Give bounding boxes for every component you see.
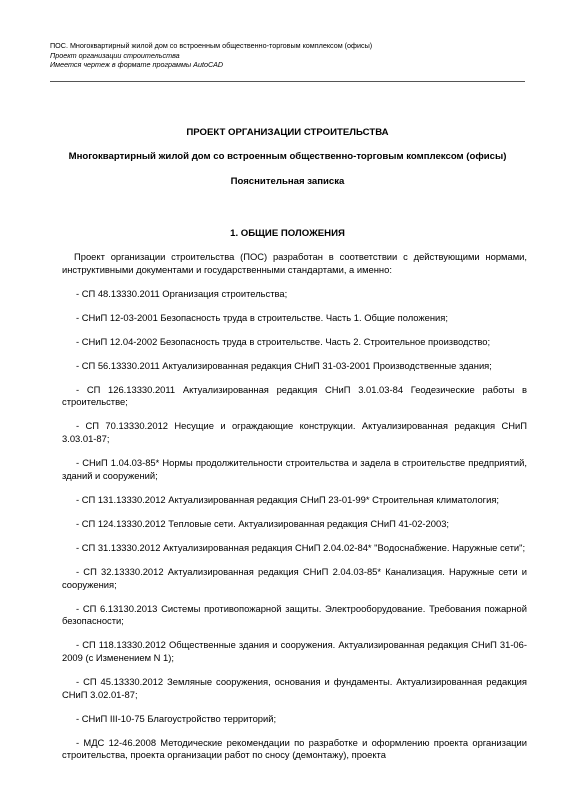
- list-item: - СП 48.13330.2011 Организация строительства;: [76, 287, 288, 299]
- document-body: [62, 251, 527, 773]
- list-item: - СНиП 12.04-2002 Безопасность труда в строительстве. Часть 2. Строительное производство;: [76, 335, 491, 347]
- document-subtitle: Многоквартирный жилой дом со встроенным общественно-торговым комплексом (офисы): [68, 151, 507, 162]
- intro-paragraph: Проект организации строительства (ПОС) разработан в соответствии с действующими нормами, инструктивными документами и государственными стандартами, а именно:: [62, 251, 527, 275]
- header-line-2: Проект организации строительства: [50, 50, 180, 60]
- list-item: - СП 6.13130.2013 Системы противопожарной защиты. Электрооборудование. Требования пожарной безопасности;: [62, 602, 527, 627]
- list-item: - СП 118.13330.2012 Общественные здания и сооружения. Актуализированная редакция СНиП 31-06-2009 (с Изменением N 1);: [62, 639, 527, 663]
- list-item: - МДС 12-46.2008 Методические рекомендации по разработке и оформлению проекта организации строительства, проекта организации работ по сносу (демонтажу), проекта: [62, 736, 527, 761]
- list-item: - СП 32.13330.2012 Актуализированная редакция СНиП 2.04.03-85* Канализация. Наружные сети и сооружения;: [62, 565, 527, 590]
- document-note: Пояснительная записка: [230, 176, 345, 187]
- list-item: - СНиП III-10-75 Благоустройство территорий;: [76, 712, 277, 724]
- list-item: - СП 45.13330.2012 Земляные сооружения, основания и фундаменты. Актуализированная редакция СНиП 3.02.01-87;: [62, 675, 527, 700]
- list-item: - СНиП 1.04.03-85* Нормы продолжительности строительства и задела в строительстве предприятий, зданий и сооружений;: [62, 457, 527, 481]
- header-line-3: Имеется чертеж в формате программы AutoCAD: [50, 60, 224, 70]
- list-item: - СП 31.13330.2012 Актуализированная редакция СНиП 2.04.02-84* "Водоснабжение. Наружные сети";: [76, 541, 526, 553]
- header-line-1: ПОС. Многоквартирный жилой дом со встроенным общественно-торговым комплексом (офисы): [50, 41, 373, 50]
- list-item: - СП 56.13330.2011 Актуализированная редакция СНиП 31-03-2001 Производственные здания;: [76, 359, 492, 371]
- header-divider: [50, 81, 525, 82]
- section-heading: 1. ОБЩИЕ ПОЛОЖЕНИЯ: [230, 228, 345, 239]
- document-title: ПРОЕКТ ОРГАНИЗАЦИИ СТРОИТЕЛЬСТВА: [186, 127, 389, 138]
- list-item: - СНиП 12-03-2001 Безопасность труда в строительстве. Часть 1. Общие положения;: [76, 311, 448, 323]
- list-item: - СП 126.13330.2011 Актуализированная редакция СНиП 3.01.03-84 Геодезические работы в строительстве;: [62, 383, 527, 408]
- list-item: - СП 70.13330.2012 Несущие и ограждающие конструкции. Актуализированная редакция СНиП 3.03.01-87;: [62, 420, 527, 445]
- page-header: [50, 41, 520, 70]
- list-item: - СП 124.13330.2012 Тепловые сети. Актуализированная редакция СНиП 41-02-2003;: [76, 517, 450, 529]
- list-item: - СП 131.13330.2012 Актуализированная редакция СНиП 23-01-99* Строительная климатология;: [76, 493, 500, 505]
